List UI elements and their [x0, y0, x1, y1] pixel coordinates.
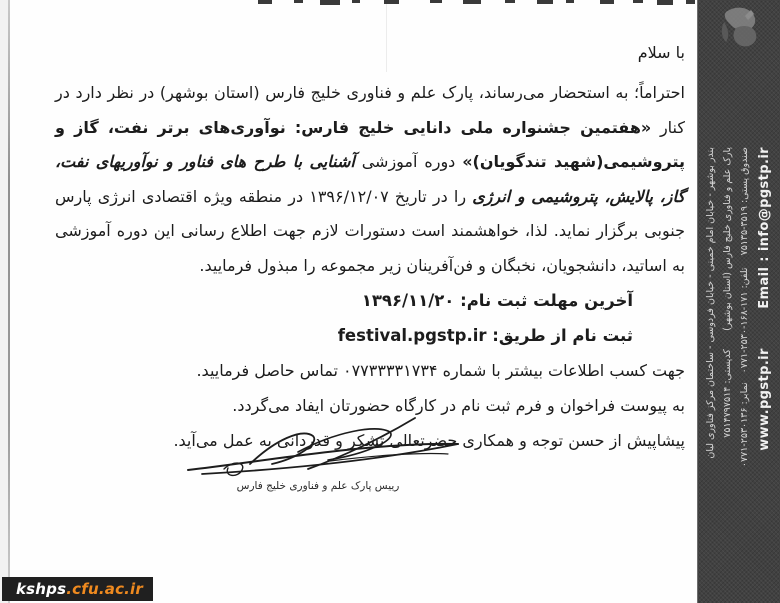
sidebar-park-name: پارک علم و فناوری خلیج فارس (استان بوشهر) کدپستی: ۷۵۱۴۷۹۷۵۱۴ — [722, 147, 733, 438]
phone-info-line: جهت کسب اطلاعات بیشتر با شماره ۰۷۷۳۳۳۳۱۷۳۴ تماس حاصل فرمایید. — [196, 361, 685, 380]
closing-line: پیشاپیش از حسن توجه و همکاری حضرتعالی تشکر و قدردانی به عمل می‌آید. — [173, 431, 685, 450]
main-paragraph — [55, 76, 685, 283]
cutoff-text-fragments — [0, 0, 710, 14]
paragraph-mid: دوره آموزشی — [354, 152, 463, 171]
signature-block — [180, 414, 480, 506]
scan-left-margin — [0, 0, 8, 603]
page-edge-line — [8, 0, 10, 603]
letter-body — [55, 38, 685, 458]
sidebar-rotated-text — [702, 147, 778, 600]
handwritten-signature-icon — [180, 414, 480, 484]
course-title: آشنایی با طرح های فناور و نوآوریهای نفت، گاز، پالایش، پتروشیمی و انرژی — [55, 152, 685, 206]
paragraph-rest: را در تاریخ ۱۳۹۶/۱۲/۰۷ در منطقه ویژه اقتصادی انرژی پارس جنوبی برگزار نماید. لذا، خواهشمند است دستورات لازم جهت اطلاع رسانی این دوره آموزشی به اساتید، دانشجویان، نخبگان و فن‌آفرینان زیر مجموعه را مبذول فرمایید. — [55, 186, 685, 275]
sidebar-contact-numbers: صندوق پستی: ۳۵۱۹-۷۵۱۳۵ تلفن: ۱۷۱-۱۶۸-۲۵۳۰-۰۷۷۱ نمابر: ۲۵۳۰۱۳۶-۰۷۷۱ — [739, 147, 750, 468]
deadline-line: آخرین مهلت ثبت نام: ۱۳۹۶/۱۱/۲۰ — [361, 291, 633, 310]
sidebar-web-email: www.pgstp.ir Email : info@pgstp.ir — [757, 147, 772, 451]
festival-title: «هفتمین جشنواره ملی دانایی خلیج فارس: نوآوری‌های برتر نفت، گاز و پتروشیمی(شهید تندگویان)» — [55, 117, 686, 171]
signatory-title: رییس پارک علم و فناوری خلیج فارس — [236, 480, 400, 492]
sidebar-address: بندر بوشهر - خیابان امام خمینی - خیابان فردوسی - ساختمان مرکز فناوری لیان — [705, 147, 716, 459]
watermark-url-suffix: .cfu.ac.ir — [66, 580, 143, 598]
registration-url-line: ثبت نام از طریق: festival.pgstp.ir — [337, 326, 633, 345]
attachment-line: به پیوست فراخوان و فرم ثبت نام در کارگاه حضورتان ایفاد می‌گردد. — [232, 396, 685, 415]
watermark-url-badge — [2, 577, 153, 601]
watermark-url-prefix: kshps — [16, 580, 67, 598]
salutation: با سلام — [637, 43, 685, 62]
paragraph-intro: احتراماً؛ به استحضار می‌رساند، پارک علم و فناوری خلیج فارس (استان بوشهر) در نظر دارد در کنار — [55, 83, 686, 137]
park-logo-icon — [712, 4, 768, 78]
